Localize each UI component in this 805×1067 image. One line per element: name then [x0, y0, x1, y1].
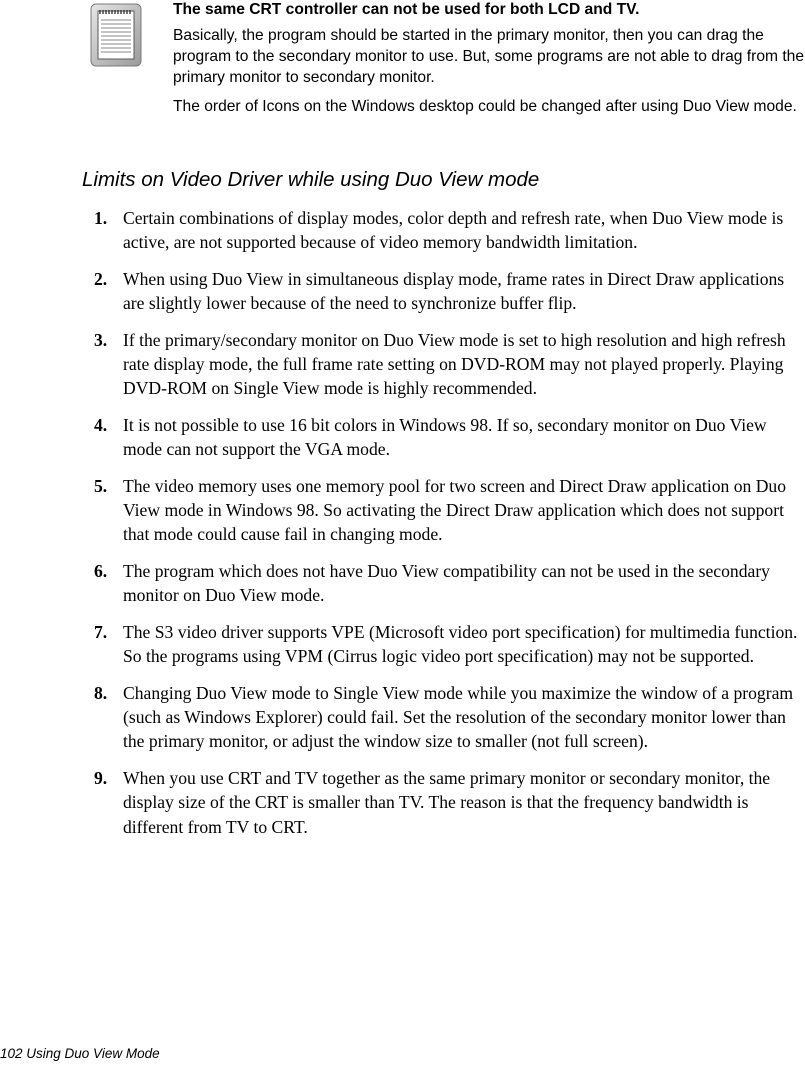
note-title: The same CRT controller can not be used for both LCD and TV. [173, 1, 640, 18]
list-item [94, 559, 805, 608]
list-item [94, 620, 805, 669]
item-text: If the primary/secondary monitor on Duo View mode is set to high resolution and high refresh rate display mode, the full frame rate setting on DVD-ROM may not played properly. Playing DVD-ROM on Single View mode is highly recommended. [123, 329, 786, 399]
item-number: 8. [94, 682, 108, 703]
list-item [94, 413, 805, 462]
item-text: The program which does not have Duo View compatibility can not be used in the secondary monitor on Duo View mode. [123, 560, 770, 606]
item-number: 9. [94, 767, 108, 788]
item-text: The video memory uses one memory pool for two screen and Direct Draw application on Duo View mode in Windows 98. So activating the Direct Draw application which does not support that mode could cause fail in changing mode. [123, 475, 786, 545]
item-number: 5. [94, 475, 108, 496]
item-number: 7. [94, 621, 108, 642]
item-number: 1. [94, 208, 108, 228]
list-item [94, 206, 805, 255]
item-text: Certain combinations of display modes, color depth and refresh rate, when Duo View mode is active, are not supported because of video memory bandwidth limitation. [123, 208, 784, 253]
list-item [94, 267, 805, 316]
list-item [94, 474, 805, 547]
item-text: It is not possible to use 16 bit colors in Windows 98. If so, secondary monitor on Duo View mode can not support the VGA mode. [123, 414, 767, 460]
item-number: 4. [94, 414, 108, 435]
list-item [94, 328, 805, 401]
item-text: Changing Duo View mode to Single View mode while you maximize the window of a program (such as Windows Explorer) could fail. Set the resolution of the secondary monitor lower than the primary monitor, or adjust the window size to smaller (not full screen). [123, 682, 794, 752]
note-paragraph: The order of Icons on the Windows desktop could be changed after using Duo View mode. [173, 98, 797, 115]
item-text: When you use CRT and TV together as the same primary monitor or secondary monitor, the display size of the CRT is smaller than TV. The reason is that the frequency bandwidth is different from TV to CRT. [123, 767, 771, 837]
section-heading: Limits on Video Driver while using Duo View mode [82, 168, 540, 191]
list-item [94, 681, 805, 754]
notepad-icon [90, 3, 142, 67]
list-item [94, 766, 805, 839]
item-number: 2. [94, 268, 108, 289]
note-paragraph: Basically, the program should be started in the primary monitor, then you can drag the program to the secondary monitor to use. But, some programs are not able to drag from the primary monitor to secondary monitor. [173, 27, 804, 86]
item-number: 6. [94, 560, 108, 581]
limits-list [94, 206, 805, 851]
note-block [173, 0, 805, 125]
page-footer: 102 Using Duo View Mode [0, 1046, 160, 1061]
item-text: When using Duo View in simultaneous display mode, frame rates in Direct Draw applications are slightly lower because of the need to synchronize buffer flip. [123, 268, 785, 314]
item-number: 3. [94, 329, 108, 350]
item-text: The S3 video driver supports VPE (Microsoft video port specification) for multimedia function. So the programs using VPM (Cirrus logic video port specification) may not be supported. [123, 621, 798, 667]
